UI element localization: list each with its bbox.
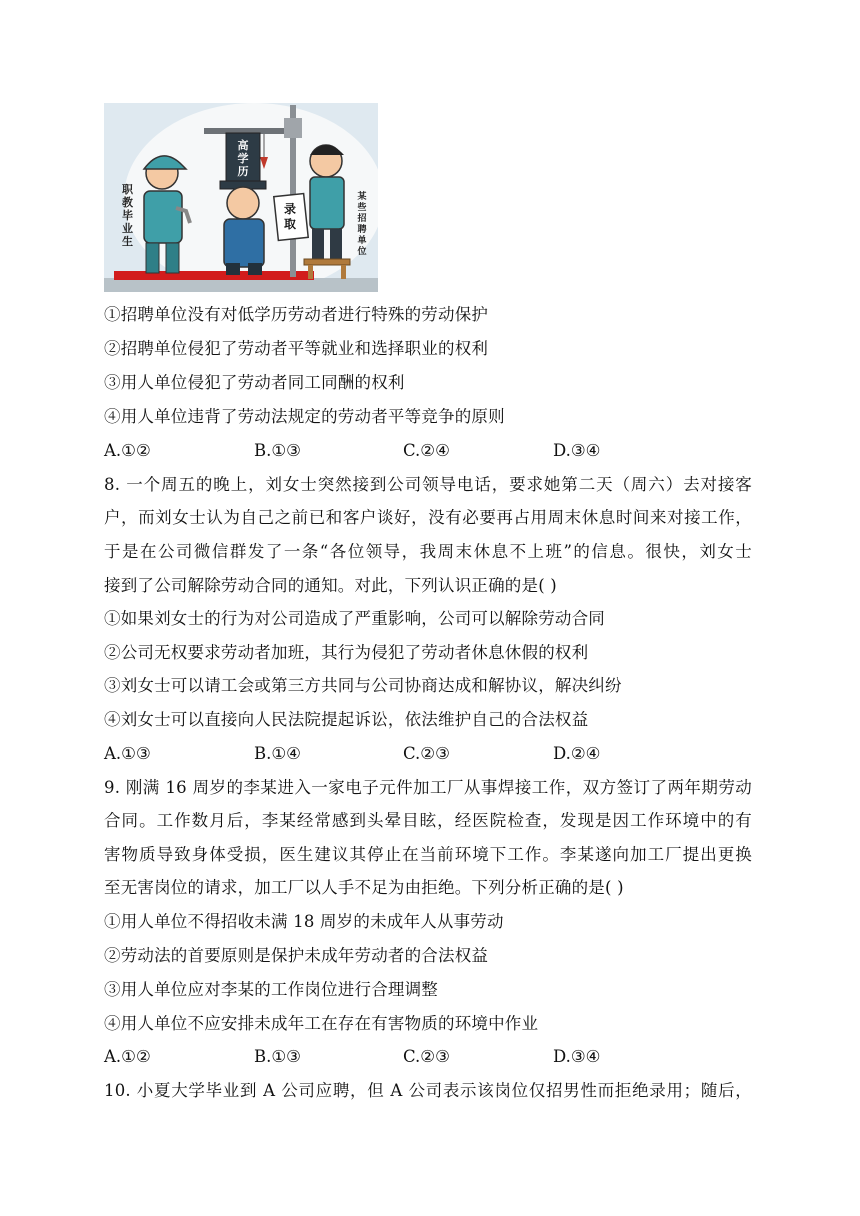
q7-item-3: ③用人单位侵犯了劳动者同工同酬的权利: [104, 373, 405, 392]
q8-stem-line-1: 8. 一个周五的晚上，刘女士突然接到公司领导电话，要求她第二天（周六）去对接客: [104, 475, 752, 494]
q9-stem-line-1: 9. 刚满 16 周岁的李某进入一家电子元件加工厂从事焊接工作，双方签订了两年期劳动: [104, 778, 752, 797]
q8-option-c[interactable]: C.②③: [403, 744, 450, 763]
q8-options: [104, 743, 744, 765]
q8-option-a[interactable]: A.①③: [104, 744, 151, 763]
q7-options: [104, 440, 744, 462]
svg-text:录取: 录取: [283, 202, 297, 231]
q9-item-3: ③用人单位应对李某的工作岗位进行合理调整: [104, 980, 438, 999]
q8-item-2: ②公司无权要求劳动者加班，其行为侵犯了劳动者休息休假的权利: [104, 643, 589, 662]
q9-item-2: ②劳动法的首要原则是保护未成年劳动者的合法权益: [104, 946, 489, 965]
q8-stem-line-2: 户，而刘女士认为自己之前已和客户谈好，没有必要再占用周末休息时间来对接工作，: [104, 508, 752, 527]
svg-text:职教毕业生: 职教毕业生: [122, 183, 133, 248]
offer-paper: [274, 194, 308, 241]
q7-item-1: ①招聘单位没有对低学历劳动者进行特殊的劳动保护: [104, 305, 489, 324]
q7-option-b[interactable]: B.①③: [254, 441, 301, 460]
q8-option-d[interactable]: D.②④: [553, 744, 601, 763]
q7-option-c[interactable]: C.②④: [403, 441, 450, 460]
svg-text:某些招聘单位: 某些招聘单位: [357, 192, 367, 257]
q9-stem-line-2: 合同。工作数月后，李某经常感到头晕目眩，经医院检查，发现是因工作环境中的有: [104, 811, 752, 830]
high-degree-figure: [220, 133, 266, 275]
q7-option-d[interactable]: D.③④: [553, 441, 601, 460]
q9-stem-line-3: 害物质导致身体受损，医生建议其停止在当前环境下工作。李某遂向加工厂提出更换: [104, 845, 752, 864]
q8-item-1: ①如果刘女士的行为对公司造成了严重影响，公司可以解除劳动合同: [104, 609, 605, 628]
q8-stem-line-4: 接到了公司解除劳动合同的通知。对此，下列认识正确的是( ): [104, 576, 557, 595]
q7-item-2: ②招聘单位侵犯了劳动者平等就业和选择职业的权利: [104, 339, 489, 358]
q9-item-4: ④用人单位不应安排未成年工在存在有害物质的环境中作业: [104, 1014, 539, 1033]
q8-stem-line-3: 于是在公司微信群发了一条“各位领导，我周末休息不上班”的信息。很快，刘女士: [104, 542, 752, 561]
q9-options: [104, 1046, 744, 1068]
cartoon-illustration: [104, 103, 378, 292]
q8-item-3: ③刘女士可以请工会或第三方共同与公司协商达成和解协议，解决纠纷: [104, 676, 622, 695]
q9-option-c[interactable]: C.②③: [403, 1047, 450, 1066]
q7-option-a[interactable]: A.①②: [104, 441, 151, 460]
q9-item-1: ①用人单位不得招收未满 18 周岁的未成年人从事劳动: [104, 912, 504, 931]
q8-item-4: ④刘女士可以直接向人民法院提起诉讼，依法维护自己的合法权益: [104, 710, 589, 729]
q8-option-b[interactable]: B.①④: [254, 744, 301, 763]
q9-option-a[interactable]: A.①②: [104, 1047, 151, 1066]
svg-text:高学历: 高学历: [237, 139, 249, 178]
q7-item-4: ④用人单位违背了劳动法规定的劳动者平等竞争的原则: [104, 407, 505, 426]
q9-option-b[interactable]: B.①③: [254, 1047, 301, 1066]
q9-stem-line-4: 至无害岗位的请求，加工厂以人手不足为由拒绝。下列分析正确的是( ): [104, 878, 624, 897]
q10-stem-line-1: 10. 小夏大学毕业到 A 公司应聘，但 A 公司表示该岗位仅招男性而拒绝录用；随后，: [104, 1081, 752, 1100]
q9-option-d[interactable]: D.③④: [553, 1047, 601, 1066]
